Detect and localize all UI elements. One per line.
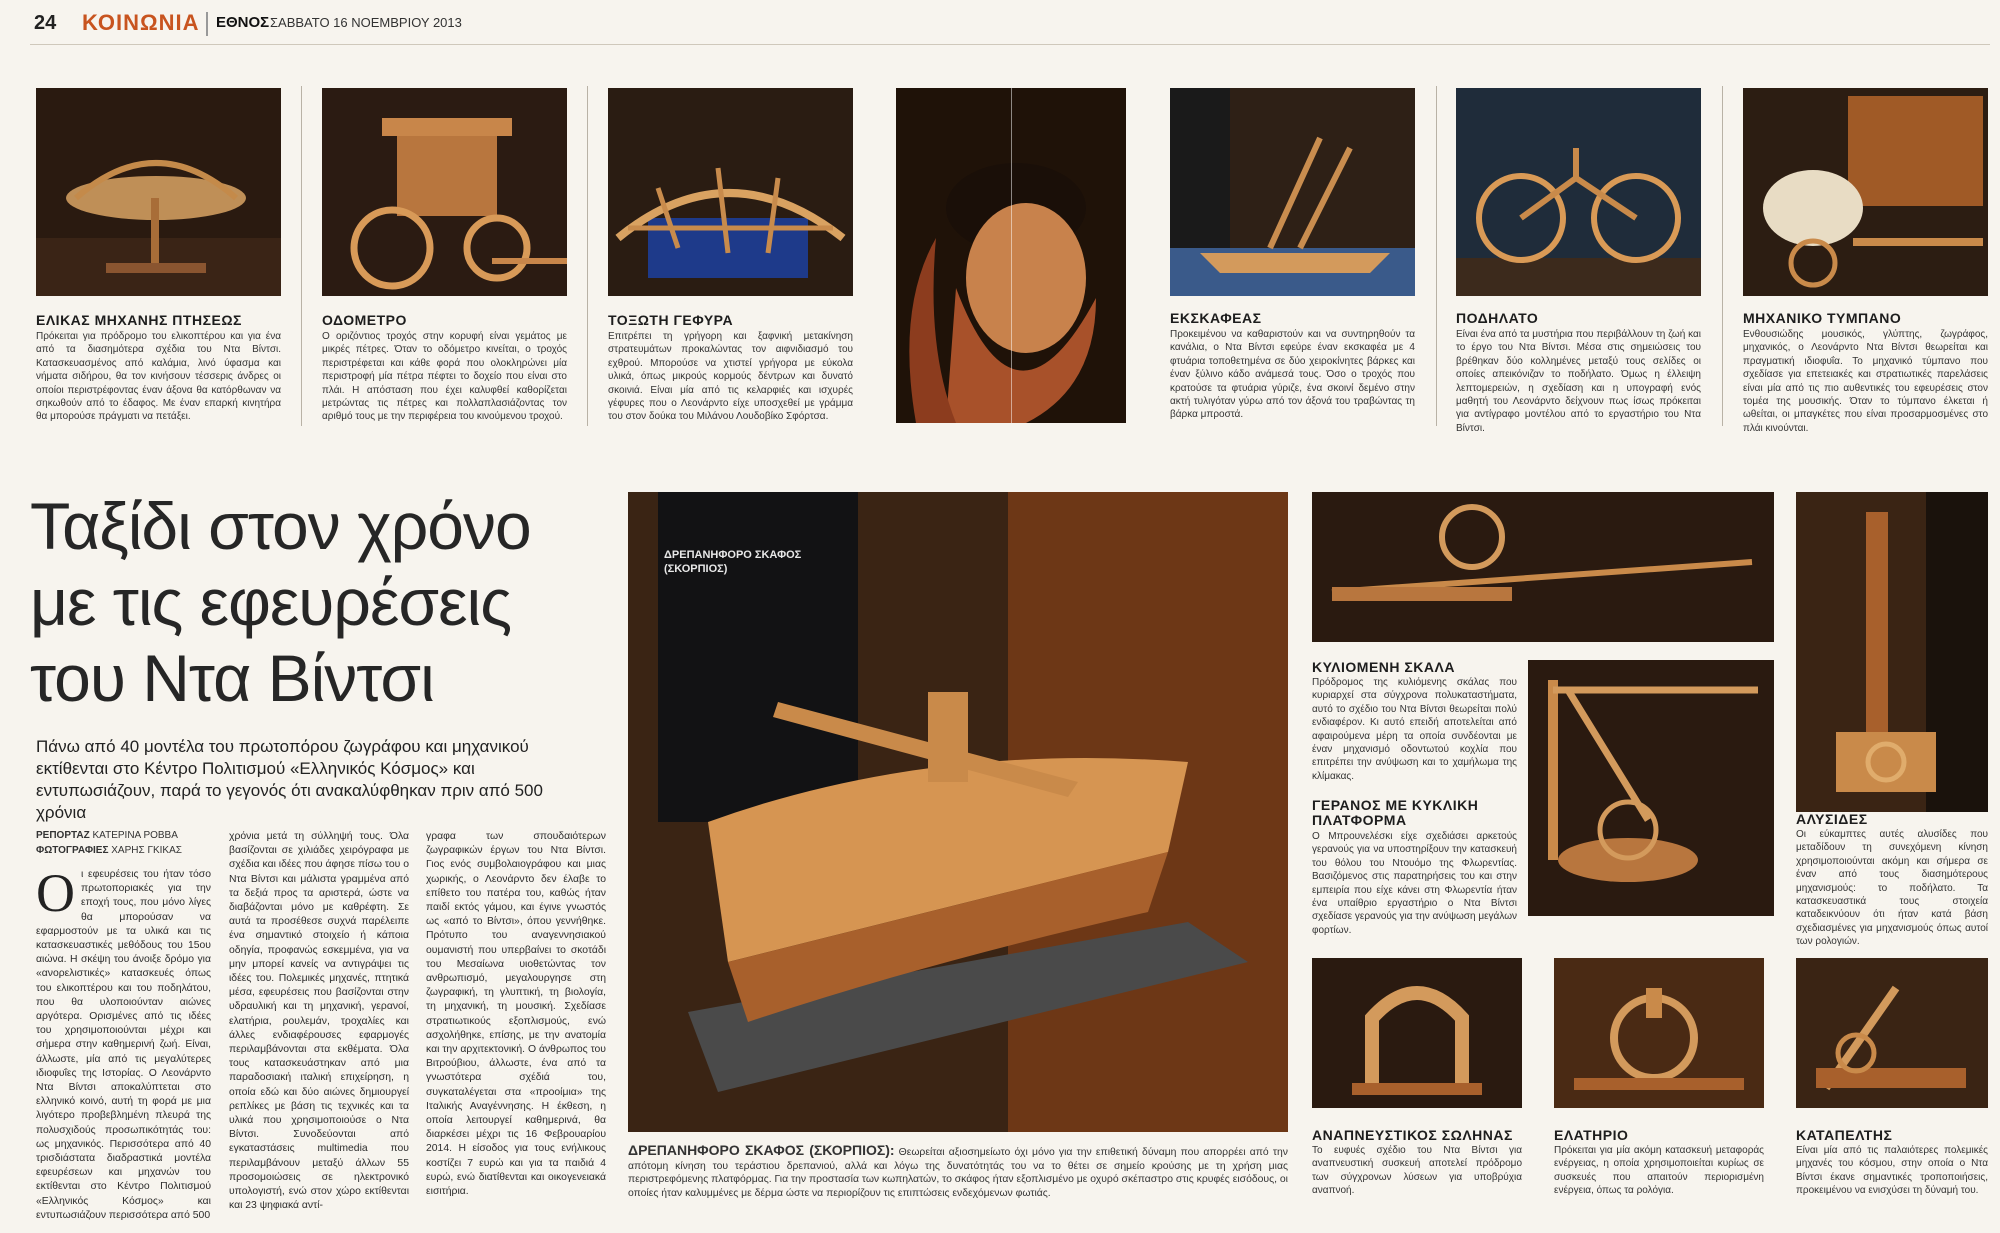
photo-excavator bbox=[1170, 88, 1415, 296]
caption-title: ΤΟΞΩΤΗ ΓΕΦΥΡΑ bbox=[608, 312, 734, 328]
photo-helicopter bbox=[36, 88, 281, 296]
publication-name: ΕΘΝΟΣ bbox=[216, 14, 270, 31]
caption-title: ΑΝΑΠΝΕΥΣΤΙΚΟΣ ΣΩΛΗΝΑΣ bbox=[1312, 1127, 1513, 1143]
issue-date: ΣΑΒΒΑΤΟ 16 ΝΟΕΜΒΡΙΟΥ 2013 bbox=[270, 15, 462, 30]
caption-text: Ο Μπρουνελέσκι είχε σχεδιάσει αρκετούς γερανούς για να υποστηρίξουν την κατασκευή του θόλου του Ντουόμο της Φλωρεντίας. Βασιζόμενος στις παρατηρήσεις του και στην εμπειρία που είχε κάνει στη Φλωρεντία ήταν ένα υπαίθριο εργαστήριο ο Ντα Βίντσι σχεδίασε γερανούς για την ανύψωση μεγάλων φορτίων. bbox=[1312, 831, 1517, 936]
caption-text: Το ευφυές σχέδιο του Ντα Βίντσι για αναπνευστική συσκευή αποτελεί πρόδρομο των σύγχρονων λύσεων για υποβρύχια αναπνοή. bbox=[1312, 1145, 1522, 1197]
main-photo-caption: ΔΡΕΠΑΝΗΦΟΡΟ ΣΚΑΦΟΣ (ΣΚΟΡΠΙΟΣ): Θεωρείται αξιοσημείωτο όχι μόνο για την επιθετική δύναμη που απορρέει από την απότομη κίνηση του τεράστιου δρεπανιού, αλλά και λόγω της δυνατότητάς του να το θέτει σε σημείο κρούσης με τη χρήση μιας περιστρεφόμενης πλατφόρμας. Για την προστασία των κωπηλατών, το σκάφος ήταν εξοπλισμένο με οχυρό σκέπαστρο στις κρυφές εισόδους, οι οποίες ήταν καλυμμένες με δέρμα ώστε να περιορίζουν τις επιπτώσεις ενδεχόμενων φωτιάς. bbox=[628, 1142, 1288, 1199]
caption-text: Πρόκειται για πρόδρομο του ελικοπτέρου και για ένα από τα διασημότερα σχέδια του Ντα Βίντσι. Κατασκευασμένος από καλάμια, λινό ύφασμα και νήματα σιδήρου, θα τον κινήσουν τέσσερις άνδρες οι οποίοι περιστρέφοντας έναν άξονα θα κατόρθωναν να σηκωθούν από το έδαφος. Με έναν επαρκή κινητήρα θα μπορούσε πράγματι να πετάξει. bbox=[36, 331, 281, 423]
photo-scorpion-boat bbox=[628, 492, 1288, 1132]
caption-title: ΚΑΤΑΠΕΛΤΗΣ bbox=[1796, 1127, 1893, 1143]
caption-text: Ενθουσιώδης μουσικός, γλύπτης, ζωγράφος, μηχανικός, ο Λεονάρντο Ντα Βίντσι θεωρείται και πραγματική ιδιοφυΐα. Το μηχανικό τύμπανο που σχεδίασε για επετειακές και στρατιωτικές παρελάσεις είναι μία από τις πιο αυθεντικές του εφευρέσεις στον τομέα της μουσικής. Όταν το τύμπανο έλκεται ή ωθείται, οι μπαγκέτες που είναι προσαρμοσμένες στο πλάι κινούνται. bbox=[1743, 329, 1988, 434]
column-divider bbox=[1722, 86, 1723, 426]
caption-text: Προκειμένου να καθαριστούν και να συντηρηθούν τα κανάλια, ο Ντα Βίντσι εφεύρε έναν εκσκαφέα με 4 φτυάρια τοποθετημένα σε δύο χειροκίνητες βάρκες και έναν ξύλινο κάδο ανάμεσά τους. Όσο ο τροχός που κρατούσε τα φτυάρια γύριζε, ένα σκοινί δεμένο στην ακτή τυλιγόταν γύρω από τον άξονά του τραβώντας τη βάρκα μπροστά. bbox=[1170, 329, 1415, 421]
caption-title: ΓΕΡΑΝΟΣ ΜΕ ΚΥΚΛΙΚΗ ΠΛΑΤΦΟΡΜΑ bbox=[1312, 797, 1479, 828]
caption-title: ΕΛΙΚΑΣ ΜΗΧΑΝΗΣ ΠΤΗΣΕΩΣ bbox=[36, 312, 242, 328]
caption-title: ΚΥΛΙΟΜΕΝΗ ΣΚΑΛΑ bbox=[1312, 659, 1455, 675]
page-number: 24 bbox=[34, 12, 57, 34]
caption-title: ΑΛΥΣΙΔΕΣ bbox=[1796, 811, 1868, 827]
header-divider bbox=[206, 12, 208, 36]
caption-title: ΜΗΧΑΝΙΚΟ ΤΥΜΠΑΝΟ bbox=[1743, 310, 1902, 326]
report-credit: ΡΕΠΟΡΤΑΖ ΚΑΤΕΡΙΝΑ ΡΟΒΒΑ bbox=[36, 830, 178, 841]
caption-text: Πρόκειται για μία ακόμη κατασκευή μεταφοράς ενέργειας, η οποία χρησιμοποιείται κυρίως σε συσκευές που απαιτούν περιορισμένη ενέργεια, όπως τα ρολόγια. bbox=[1554, 1145, 1764, 1197]
photo-catapult bbox=[1796, 958, 1988, 1108]
photo-spring bbox=[1554, 958, 1764, 1108]
caption-text: Πρόδρομος της κυλιόμενης σκάλας που κυριαρχεί στα σύγχρονα πολυκαταστήματα, αυτό το σχέδιο του Ντα Βίντσι θεωρείται πολύ ενδιαφέρον. Κι αυτό επειδή αποτελείται από αφαιρούμενα μέρη τα οποία συνδέονται με έναν μηχανισμό οδοντωτού κοχλία που επιτρέπει την ανύψωση και το χαμήλωμα της κλίμακας. bbox=[1312, 677, 1517, 782]
caption-title: ΕΛΑΤΗΡΙΟ bbox=[1554, 1127, 1629, 1143]
photo-mechanical-drum bbox=[1743, 88, 1988, 296]
article-headline: Ταξίδι στον χρόνο με τις εφευρέσεις του Ντα Βίντσι bbox=[30, 489, 531, 715]
photo-odometer bbox=[322, 88, 567, 296]
exhibit-sign-title: ΔΡΕΠΑΝΗΦΟΡΟ ΣΚΑΦΟΣ (ΣΚΟΡΠΙΟΣ) bbox=[664, 549, 802, 575]
caption-text: Είναι μία από τις παλαιότερες πολεμικές μηχανές του κόσμου, στην οποία ο Ντα Βίντσι έκανε σημαντικές τροποποιήσεις, προκειμένου να ενισχύσει τη δύναμή του. bbox=[1796, 1145, 1988, 1197]
article-column-3: γραφα των σπουδαιότερων ζωγραφικών έργων του Ντα Βίντσι. Γιος ενός συμβολαιογράφου και μιας χωρικής, ο Λεονάρντο δεν έλαβε το επίθετο του πατέρα του, καθώς ήταν παιδί εκτός γάμου, και έγινε γνωστός ως «από το Βίντσι», όπου γεννήθηκε. Πρότυπο του αναγεννησιακού ουμανιστή που υπερβαίνει το σκοτάδι του Μεσαίωνα υιοθετώντας τον ανθρωπισμό, μεγαλουργησε στη ζωγραφική, τη γλυπτική, τη βιολογία, τη μηχανική, τη μουσική. Σχεδίασε στρατιωτικούς εξοπλισμούς, ενώ ασχολήθηκε, επίσης, με την ανατομία και την αρχιτεκτονική. Ο άνθρωπος του Βιτρούβιου, άλλωστε, ένα από τα γνωστότερα σχέδιά του, συγκαταλέγεται στα «προοίμια» της Ιταλικής Αναγέννησης. Η έκθεση, η οποία λειτουργεί καθημερινά, θα διαρκέσει μέχρι τις 16 Φεβρουαρίου 2014. Η είσοδος για τους ενήλικους κοστίζει 7 ευρώ και για τα παιδιά 4 ευρώ, ενώ διατίθενται και οικογενειακά εισιτήρια. bbox=[426, 831, 606, 1198]
drop-cap: Ο bbox=[36, 863, 75, 923]
article-subhead: Πάνω από 40 μοντέλα του πρωτοπόρου ζωγράφου και μηχανικού εκτίθενται στο Κέντρο Πολιτισμού «Ελληνικός Κόσμος» και εντυπωσιάζουν, παρά το γεγονός ότι ανακαλύφθηκαν πριν από 500 χρόνια bbox=[36, 737, 543, 822]
portrait-leonardo bbox=[896, 88, 1126, 423]
section-title: ΚΟΙΝΩΝΙΑ bbox=[82, 10, 200, 35]
article-column-2: χρόνια μετά τη σύλληψή τους. Όλα βασίζονται σε χιλιάδες χειρόγραφα με σχέδια και ιδέες που άφησε πίσω του ο Ντα Βίντσι και μάλιστα γραμμένα από τα δεξιά προς τα αριστερά, ώστε να διαβάζονται μόνο με καθρέφτη. Σε αυτά τα προσέθεσε συχνά παρέλειπε ένα σημαντικό στοιχείο ή κάποια οδηγία, προφανώς εσκεμμένα, για να μην μπορεί κανείς να αντιγράψει τις ιδέες του. Πολεμικές μηχανές, πτητικά μέσα, εφευρέσεις που βασίζονται στην υδραυλική και τη μηχανική, γερανοί, ελατήρια, ρουλεμάν, τροχαλίες και άλλες ενδιαφέρουσες εφαρμογές περιλαμβάνονται στα εκθέματα. Όλα τους κατασκευάστηκαν από μια παραδοσιακή ιταλική επιχείρηση, η οποία εδώ και δύο αιώνες δημιουργεί ρεπλίκες με βάση τις τεχνικές και τα υλικά που χρησιμοποιούσε ο Ντα Βίντσι. Συνοδεύονται από εγκαταστάσεις multimedia που περιλαμβάνουν μεταξύ άλλων 55 προσομοιώσεις σε ηλεκτρονικό υπολογιστή, ενώ στον χώρο εκτίθενται και 23 ψηφιακά αντί- bbox=[229, 831, 409, 1212]
header-rule bbox=[30, 44, 1990, 45]
photo-bow-bridge bbox=[608, 88, 853, 296]
photo-escalator bbox=[1312, 492, 1774, 642]
photo-credit: ΦΩΤΟΓΡΑΦΙΕΣ ΧΑΡΗΣ ΓΚΙΚΑΣ bbox=[36, 845, 182, 856]
column-divider bbox=[301, 86, 302, 426]
photo-bicycle bbox=[1456, 88, 1701, 296]
caption-text: Οι εύκαμπτες αυτές αλυσίδες που μεταδίδουν τη συνεχόμενη κίνηση χρησιμοποιούνται ακόμη και σήμερα σε έναν από τους διασημότερους μηχανισμούς: το ποδήλατο. Τα κατασκευαστικά τους στοιχεία καταδεικνύουν ότι ήταν κατά βάση σχεδιασμένες για μηχανισμούς όπως αυτοί των ρολογιών. bbox=[1796, 829, 1988, 948]
caption-text: Ο οριζόντιος τροχός στην κορυφή είναι γεμάτος με μικρές πέτρες. Όταν το οδόμετρο κινείται, ο τροχός περιστρέφεται και κάθε φορά που ολοκληρώνει μία περιστροφή μία πέτρα πέφτει το δοχείο που είναι στο πλάι. Η απόσταση που έχει καλυφθεί καθορίζεται μετρώντας τις πέτρες και πολλαπλασιάζοντας τον αριθμό τους με την περιφέρεια του κινούμενου τροχού. bbox=[322, 331, 567, 423]
caption-title: ΕΚΣΚΑΦΕΑΣ bbox=[1170, 310, 1262, 326]
caption-title: ΟΔΟΜΕΤΡΟ bbox=[322, 312, 407, 328]
caption-text: Επιτρέπει τη γρήγορη και ξαφνική μετακίνηση στρατευμάτων προκαλώντας τον αιφνιδιασμό του εχθρού. Μπορούσε να χτιστεί γρήγορα με εύκολα υλικά, όπως μικρούς κορμούς δέντρων και δυνατό σκοινιά. Είναι μία από τις κελαρφιές και ισχυρές γέφυρες που ο Λεονάρντο είχε υποσχεθεί με γράμμα του στον δούκα του Μιλάνου Λουδοβίκο Σφόρτσα. bbox=[608, 331, 853, 423]
caption-text: Είναι ένα από τα μυστήρια που περιβάλλουν τη ζωή και το έργο του Ντα Βίντσι. Μέσα στις σημειώσεις του βρέθηκαν δύο κολλημένες μεταξύ τους σελίδες οι οποίες απεικόνιζαν το ποδήλατο. Όμως η έλλειψη λεπτομερειών, η σχεδίαση και η υπογραφή ενός μαθητή του Λεονάρντο δείχνουν πως ίσως πρόκειται για αντίγραφο μοντέλου από το εργαστήριο του Ντα Βίντσι. bbox=[1456, 329, 1701, 434]
photo-chains bbox=[1796, 492, 1988, 812]
column-divider bbox=[1436, 86, 1437, 426]
photo-crane bbox=[1528, 660, 1774, 916]
article-column-1: Οι εφευρέσεις του ήταν τόσο πρωτοποριακές για την εποχή τους, που μόνο λίγες θα μπορούσαν να εφαρμοστούν με τα υλικά και τις κατασκευαστικές μεθόδους του 15ου αιώνα. Η σκέψη του άνοιξε δρόμο για «ανορελιστικές» κατασκευές όπως του ελικοπτέρου και του ποδηλάτου, που θα υλοποιούνταν αιώνες αργότερα. Ορισμένες από τις ιδέες του χρησιμοποιούνται μέχρι και σήμερα στην καθημερινή ζωή. Είναι, άλλωστε, μία από τις μεγαλύτερες ιδιοφυΐες της Ιστορίας. Ο Λεονάρντο Ντα Βίντσι αποκαλύπτεται στο ελληνικό κοινό, αυτή τη φορά με μια λιγότερο προβεβλημένη πλευρά της πολυσχιδούς προσωπικότητάς του: ως μηχανικός. Περισσότερα από 40 τρισδιάστατα διαδραστικά μοντέλα εφευρέσεων και μηχανών του εκτίθενται στο Κέντρο Πολιτισμού «Ελληνικός Κόσμος» και εντυπωσιάζουν περισσότερα από 500 bbox=[36, 863, 211, 1221]
photo-breathing-tube bbox=[1312, 958, 1522, 1108]
column-divider bbox=[587, 86, 588, 426]
caption-title: ΠΟΔΗΛΑΤΟ bbox=[1456, 310, 1539, 326]
